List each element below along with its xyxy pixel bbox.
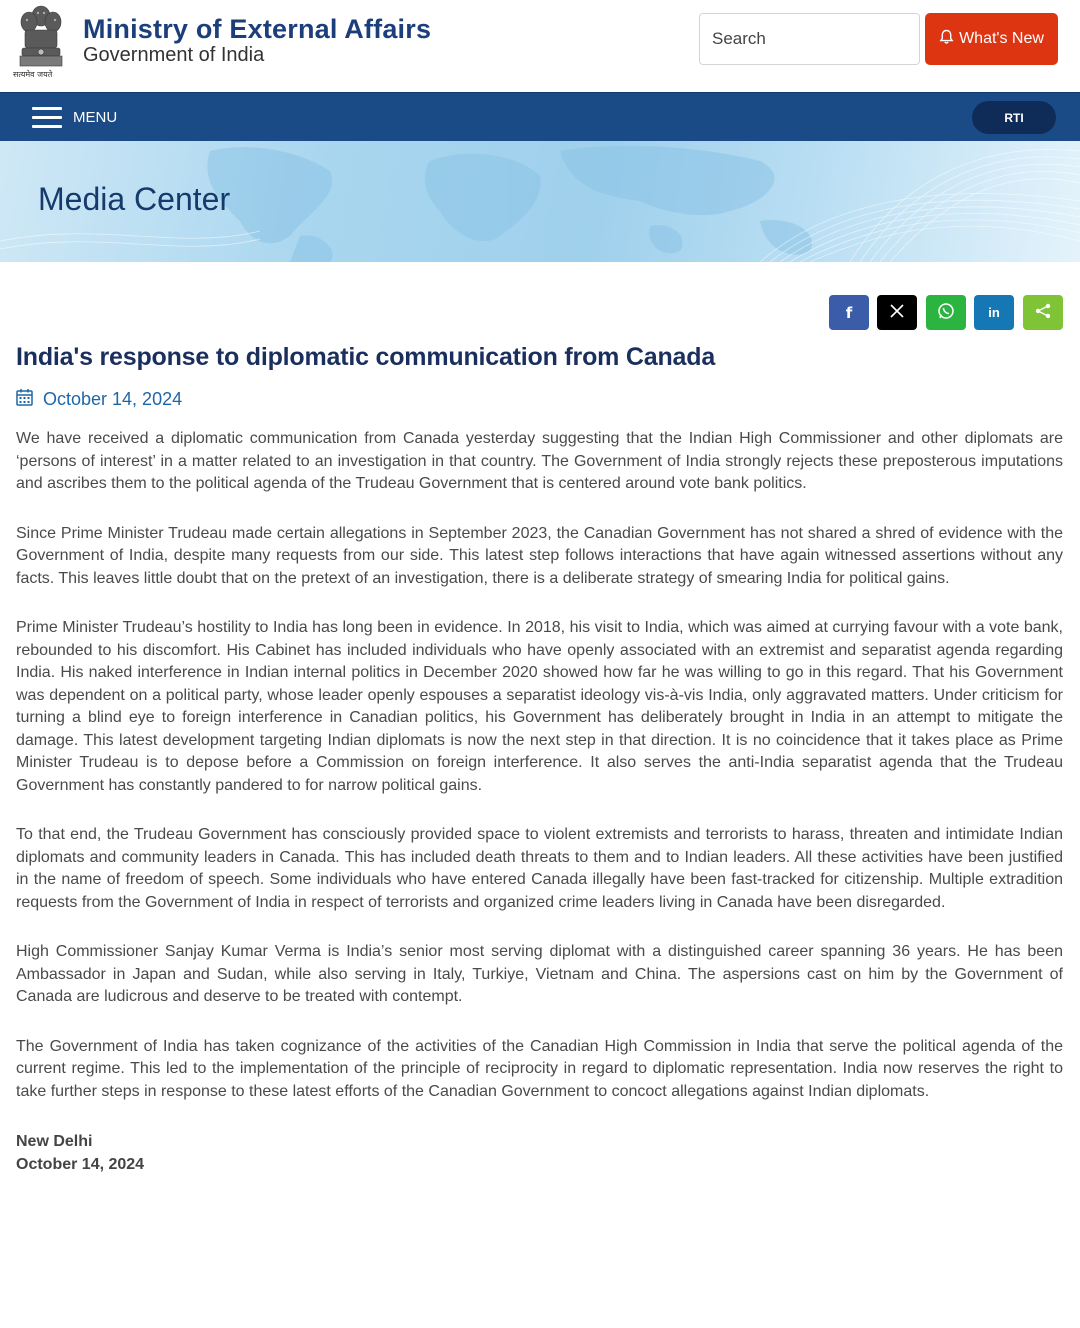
bell-icon [939,29,954,50]
page-title: Media Center [38,181,231,217]
hamburger-icon [32,107,62,129]
article-date-row [16,388,182,411]
signoff-date: October 14, 2024 [16,1156,145,1173]
article-title: India's response to diplomatic communication from Canada [16,343,716,371]
page-banner [0,141,1080,262]
signoff-place: New Delhi [16,1133,93,1150]
article-date: October 14, 2024 [43,389,183,409]
linkedin-icon: in [988,305,1000,320]
site-subtitle: Government of India [83,44,265,66]
share-icon [1034,302,1052,323]
main-navbar [0,92,1080,141]
x-icon [890,304,904,321]
share-x-button[interactable] [877,295,917,330]
whats-new-button[interactable] [925,13,1058,65]
site-title[interactable]: Ministry of External Affairs [83,14,432,44]
site-header [0,0,1080,92]
share-more-button[interactable] [1023,295,1063,330]
emblem-motto: सत्यमेव जयते [13,70,53,79]
article-paragraph: The Government of India has taken cognizance of the activities of the Canadian High Commission in India that serve the political agenda of the current regime. This led to the implementation of the principle of reciprocity in regard to diplomatic representation. India now reserves the right to take further steps in response to these latest efforts of the Canadian Government to concoct allegations against Indian diplomats. [16,1037,1063,1100]
article-paragraph: We have received a diplomatic communication from Canada yesterday suggesting that the Indian High Commissioner and other diplomats are ‘persons of interest’ in a matter related to an investigation in that country. The Government of India strongly rejects these preposterous imputations and ascribes them to the political agenda of the Trudeau Government that is centered around vote bank politics. [16,430,1063,492]
whats-new-label: What's New [959,30,1044,47]
article-paragraph: Prime Minister Trudeau’s hostility to India has long been in evidence. In 2018, his visit to India, which was aimed at currying favour with a vote bank, rebounded to his discomfort. His Cabinet has included individuals who have openly associated with an extremist and separatist agenda regarding India. His naked interference in Indian internal politics in December 2020 showed how far he was willing to go in this regard. That his Government was dependent on a political party, whose leader openly espouses a separatist ideology vis-à-vis India, only aggravated matters. Under criticism for turning a blind eye to foreign interference in Canadian politics, his Government has deliberately brought in India in an attempt to mitigate the damage. This latest development targeting Indian diplomats is now the next step in that direction. It is no coincidence that it takes place as Prime Minister Trudeau is to depose before a Commission on foreign interference. It also serves the anti-India separatist agenda that the Trudeau Government has constantly pandered to for narrow political gains. [16,619,1063,794]
facebook-icon: f [845,303,853,322]
calendar-icon [16,388,33,411]
menu-label: MENU [73,109,118,126]
rti-button[interactable]: RTI [972,101,1056,134]
share-whatsapp-button[interactable] [926,295,966,330]
menu-button[interactable] [32,93,117,142]
article-paragraph: High Commissioner Sanjay Kumar Verma is India’s senior most serving diplomat with a distinguished career spanning 36 years. He has been Ambassador in Japan and Sudan, while also serving in Italy, Turkiye, Vietnam and China. The aspersions cast on him by the Government of Canada are ludicrous and deserve to be treated with contempt. [16,943,1063,1005]
article-body [16,428,1063,1176]
article-paragraph: To that end, the Trudeau Government has consciously provided space to violent extremists and terrorists to harass, threaten and intimidate Indian diplomats and community leaders in Canada. This has included death threats to them and to Indian leaders. All these activities have been justified in the name of freedom of speech. Some individuals who have entered Canada illegally have been fast-tracked for citizenship. Multiple extradition requests from the Government of India in respect of terrorists and organized crime leaders living in Canada have been disregarded. [16,826,1063,911]
article-paragraph: Since Prime Minister Trudeau made certain allegations in September 2023, the Canadian Government has not shared a shred of evidence with the Government of India, despite many requests from our side. This latest step follows interactions that have again witnessed assertions without any facts. This leaves little doubt that on the pretext of an investigation, there is a deliberate strategy of smearing India for political gains. [16,524,1063,587]
whatsapp-icon [937,302,955,323]
share-linkedin-button[interactable] [974,295,1014,330]
share-facebook-button[interactable] [829,295,869,330]
search-input[interactable] [699,13,920,65]
